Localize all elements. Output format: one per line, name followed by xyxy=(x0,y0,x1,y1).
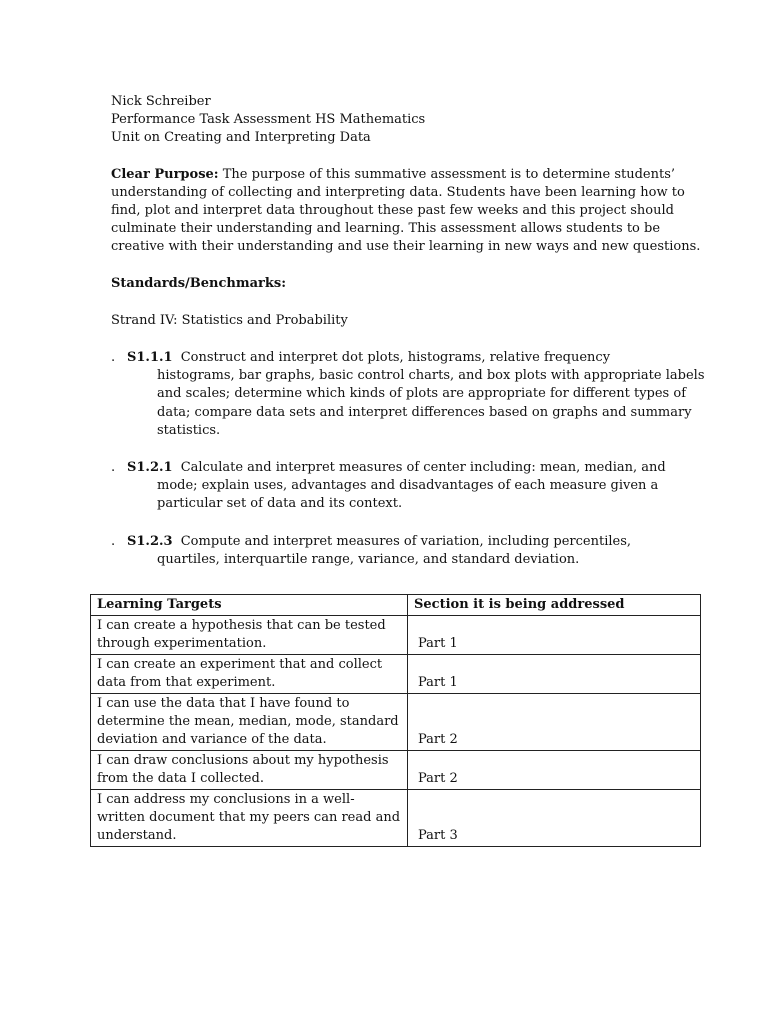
purpose-paragraph xyxy=(111,166,706,257)
header-section: Section it is being addressed xyxy=(408,595,701,616)
target-cell: I can create a hypothesis that can be tested through experimentation. xyxy=(91,616,408,655)
standard-code: S1.2.1 xyxy=(127,460,173,476)
table-row xyxy=(91,694,701,751)
table-row xyxy=(91,655,701,694)
standard-bullet: . xyxy=(111,350,116,366)
target-cell: I can draw conclusions about my hypothesis from the data I collected. xyxy=(91,751,408,790)
target-cell: I can use the data that I have found to determine the mean, median, mode, standard deviation and variance of the data. xyxy=(91,694,408,751)
standard-text-rest: mode; explain uses, advantages and disadvantages of each measure given a particular set of data and its context. xyxy=(157,478,659,512)
table-header-row xyxy=(91,595,701,616)
target-cell: I can create an experiment that and collect data from that experiment. xyxy=(91,655,408,694)
standards-heading: Standards/Benchmarks: xyxy=(111,275,287,291)
author-name: Nick Schreiber xyxy=(111,94,211,109)
unit-title: Unit on Creating and Interpreting Data xyxy=(111,130,371,146)
standard-code: S1.1.1 xyxy=(127,350,173,366)
purpose-text: The purpose of this summative assessment is to determine students’ understanding of collecting and interpreting data. Students have been learning how to find, plot and interpret data throughout these past few weeks and this project should culminate their understanding and learning. This assessment allows students to be creative with their understanding and use their learning in new ways and new questions. xyxy=(111,166,701,255)
standard-bullet: . xyxy=(111,460,116,476)
section-cell: Part 2 xyxy=(408,751,701,790)
standard-text-first: Compute and interpret measures of variation, including percentiles, xyxy=(180,533,632,549)
standard-text-first: Construct and interpret dot plots, histograms, relative frequency xyxy=(180,350,611,366)
section-cell: Part 2 xyxy=(408,694,701,751)
standard-bullet: . xyxy=(111,533,116,549)
standard-item xyxy=(111,459,706,514)
table-row xyxy=(91,616,701,655)
standard-item xyxy=(111,349,706,440)
standard-text-first: Calculate and interpret measures of center including: mean, median, and xyxy=(180,460,666,476)
document-body xyxy=(111,93,706,569)
course-title: Performance Task Assessment HS Mathematics xyxy=(111,112,426,128)
standard-text-rest: quartiles, interquartile range, variance, and standard deviation. xyxy=(157,551,580,567)
section-cell: Part 3 xyxy=(408,790,701,847)
section-cell: Part 1 xyxy=(408,616,701,655)
standard-item xyxy=(111,533,706,569)
table-row xyxy=(91,751,701,790)
table-row xyxy=(91,790,701,847)
standard-code: S1.2.3 xyxy=(127,533,173,549)
strand-title: Strand IV: Statistics and Probability xyxy=(111,312,348,328)
standard-text-rest: histograms, bar graphs, basic control charts, and box plots with appropriate labels and scales; determine which kinds of plots are appropriate for different types of data; compare data sets and interpret differences based on graphs and summary statistics. xyxy=(157,368,705,438)
header-learning-targets: Learning Targets xyxy=(91,595,408,616)
learning-targets-table xyxy=(90,594,701,847)
target-cell: I can address my conclusions in a well-written document that my peers can read and understand. xyxy=(91,790,408,847)
section-cell: Part 1 xyxy=(408,655,701,694)
purpose-label: Clear Purpose: xyxy=(111,166,219,182)
